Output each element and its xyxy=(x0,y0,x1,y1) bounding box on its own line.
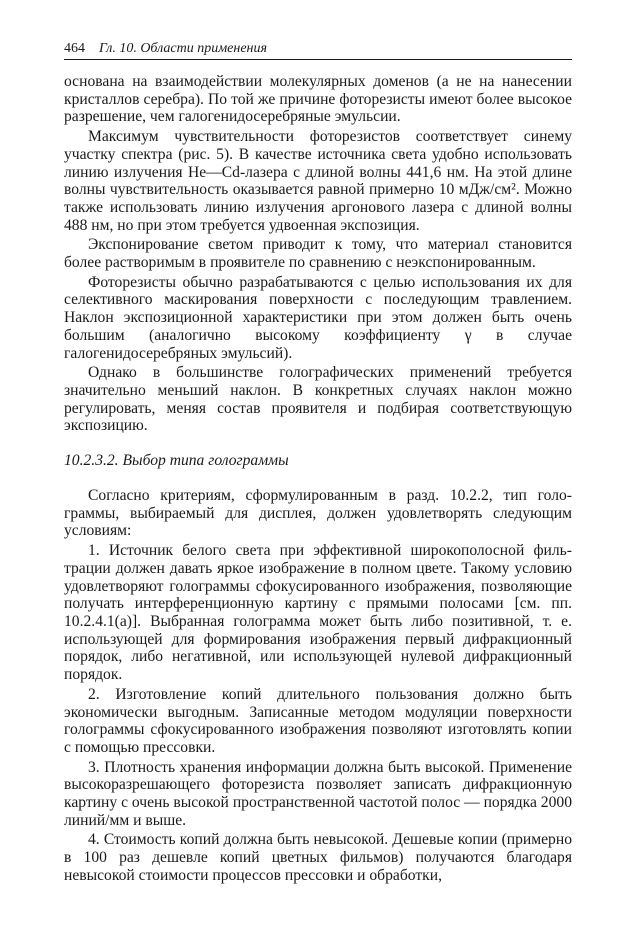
running-head xyxy=(64,40,572,58)
chapter-title: Гл. 10. Области применения xyxy=(99,41,267,56)
section-heading: 10.2.3.2. Выбор типа голограммы xyxy=(64,452,289,470)
condition-item-1: 1. Источник белого света при эффективной широкополосной фильтрации должен давать яркое изображение в полном цвете. Такому условию удовлетворяют голограммы сфокусированного изображения, позволяющие получать интерференционную картину с прямыми полосами [см. пп. 10.2.4.1(а)]. Выбранная голограмма может быть либо позитивной, т. е. использующей для формирования изображения первый дифракционный порядок, либо негативной, или использующей нулевой дифракционный порядок. xyxy=(64,542,572,684)
condition-item-2: 2. Изготовление копий длительного пользования должно быть экономически выгодным. Записанные методом модуляции поверхности голограммы сфокусированного изображения позволяют изготовлять копии с помощью прессовки. xyxy=(64,685,572,756)
condition-item-4: 4. Стоимость копий должна быть невысокой. Дешевые копии (примерно в 100 раз дешевле копий цветных фильмов) получаются благодаря невысокой стоимости процессов прессовки и обработки, xyxy=(64,831,572,884)
section-paragraph-1: Согласно критериям, сформулированным в разд. 10.2.2, тип голограммы, выбираемый для дисплея, должен удовлетворять следующим условиям: xyxy=(64,487,572,540)
intro-paragraph-2: Максимум чувствительности фоторезистов соответствует синему участку спектра (рис. 5). В качестве источника света удобно использовать линию излучения He—Cd-лазера с длиной волны 441,6 нм. На этой длине волны чувствительность оказывается равной примерно 10 мДж/см². Можно также использовать линию излучения аргонового лазера с длиной волны 488 нм, но при этом требуется удвоенная экспозиция. xyxy=(64,128,572,234)
intro-paragraph-5: Однако в большинстве голографических применений требуется значительно меньший наклон. В конкретных случаях наклон можно регулировать, меняя состав проявителя и подбирая соответствующую экспозицию. xyxy=(64,364,572,435)
page-number: 464 xyxy=(64,41,85,56)
book-page xyxy=(64,40,572,885)
condition-item-3: 3. Плотность хранения информации должна быть высокой. Применение высокоразрешающего фоторезиста позволяет записать дифракционную картину с очень высокой пространственной частотой полос — порядка 2000 линий/мм и выше. xyxy=(64,758,572,829)
intro-paragraph-3: Экспонирование светом приводит к тому, что материал становится более растворимым в проявителе по сравнению с неэкспонированным. xyxy=(64,236,572,272)
header-rule xyxy=(64,59,572,60)
intro-paragraph-4: Фоторезисты обычно разрабатываются с целью использования их для селективного маскирования поверхности с последующим травлением. Наклон экспозиционной характеристики при этом должен быть очень большим (аналогично высокому коэффициенту γ в случае галогенидосеребряных эмульсий). xyxy=(64,273,572,362)
intro-paragraph-1: основана на взаимодействии молекулярных доменов (а не на нанесении кристаллов серебра). По той же причине фоторезисты имеют более высокое разрешение, чем галогенидосеребряные эмульсии. xyxy=(64,73,572,126)
